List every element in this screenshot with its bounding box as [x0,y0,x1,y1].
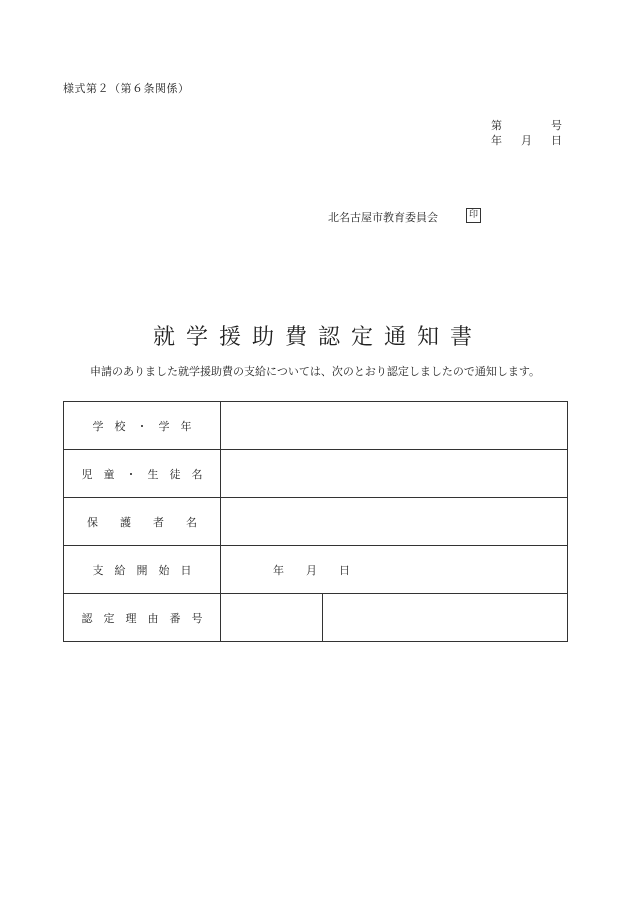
number-prefix: 第 [491,119,502,132]
field-school-grade[interactable] [221,402,568,450]
certification-table [63,401,568,642]
form-number: 様式第２（第６条関係） [63,82,190,95]
table-row-student-name [64,450,568,498]
label-reason-number: 認 定 理 由 番 号 [64,594,221,642]
date-year-label: 年 [491,134,502,147]
date-month-label: 月 [521,134,532,147]
label-start-date: 支 給 開 始 日 [64,546,221,594]
date-day-label: 日 [551,134,562,147]
table-row-guardian-name [64,498,568,546]
field-start-date[interactable]: 年 月 日 [221,546,568,594]
field-reason-number-b[interactable] [323,594,568,642]
label-student-name: 児 童 ・ 生 徒 名 [64,450,221,498]
field-guardian-name[interactable] [221,498,568,546]
document-title: 就学援助費認定通知書 [152,325,483,350]
field-student-name[interactable] [221,450,568,498]
field-reason-number-a[interactable] [221,594,323,642]
table-row-school-grade [64,402,568,450]
seal-mark: 印 [466,208,481,223]
intro-text: 申請のありました就学援助費の支給については、次のとおり認定しましたので通知します。 [90,365,540,378]
number-suffix: 号 [551,119,562,132]
table-row-start-date [64,546,568,594]
table-row-reason-number [64,594,568,642]
label-guardian-name: 保 護 者 名 [64,498,221,546]
label-school-grade: 学 校 ・ 学 年 [64,402,221,450]
issuer-name: 北名古屋市教育委員会 [328,211,438,224]
